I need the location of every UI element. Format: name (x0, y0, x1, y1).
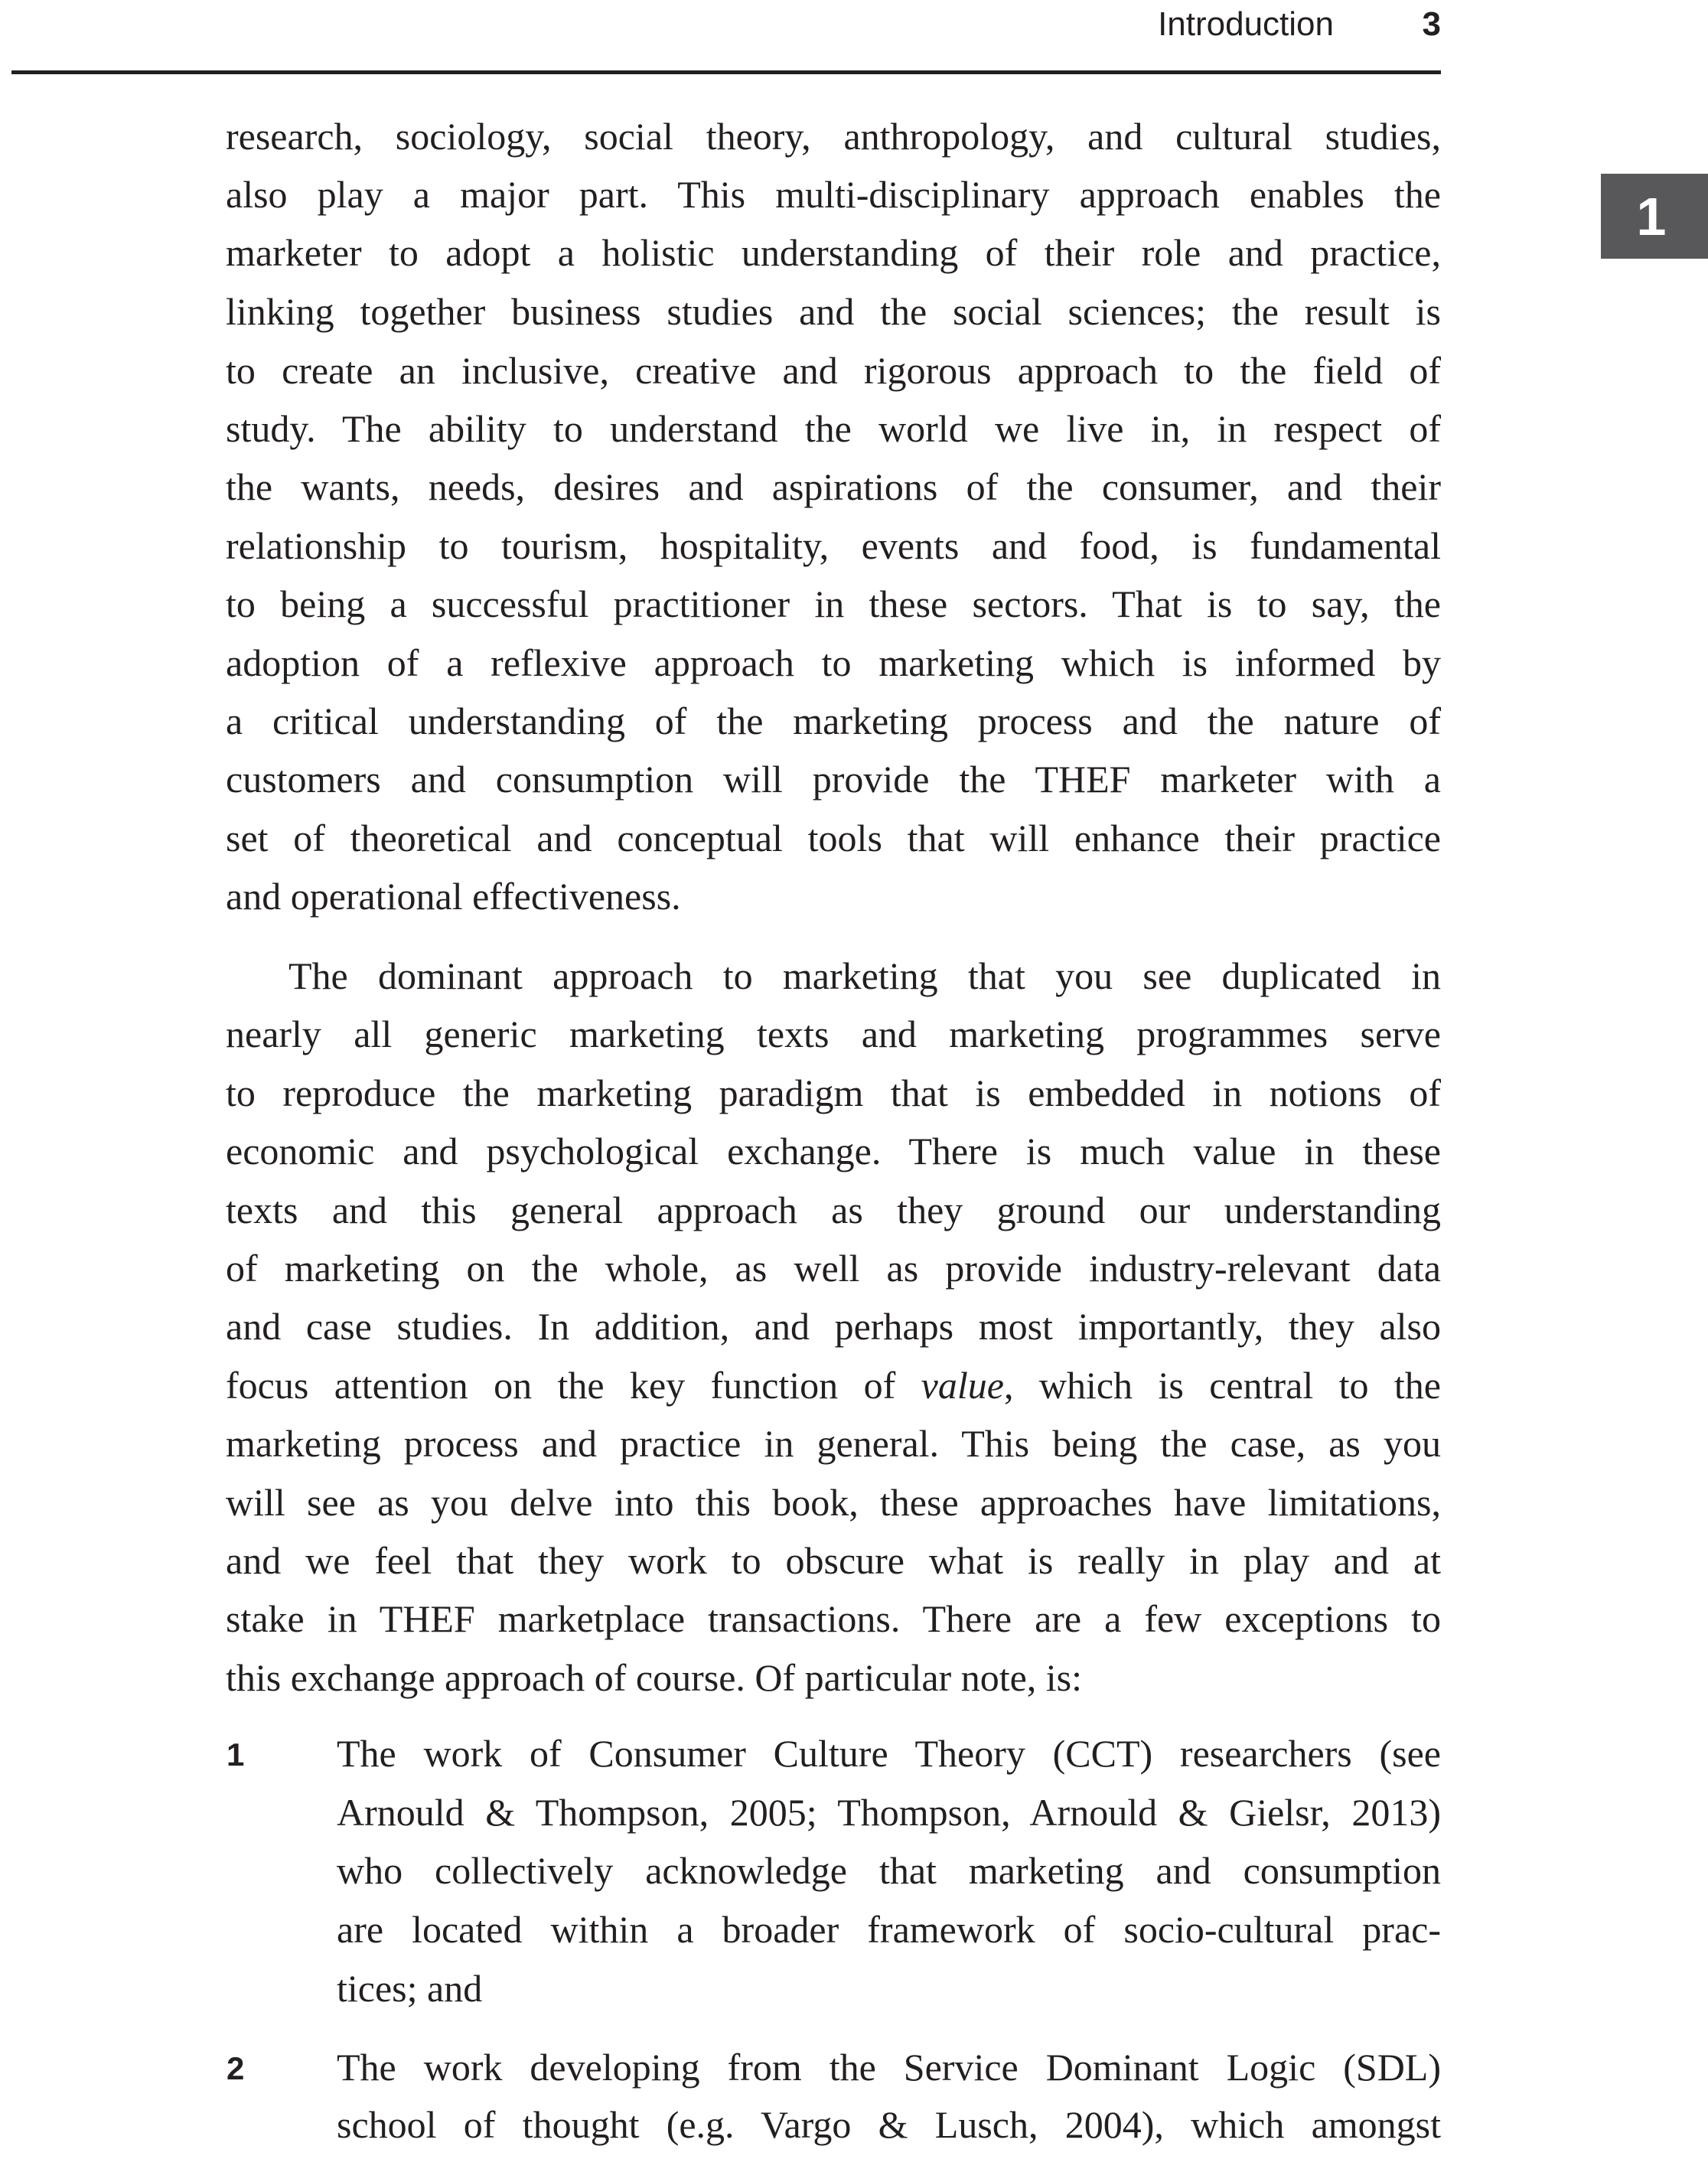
text-line: will see as you delve into this book, these approaches have limitations, (226, 1481, 1441, 1524)
text-line: to reproduce the marketing paradigm that is embedded in notions of (226, 1071, 1441, 1114)
text-line: to create an inclusive, creative and rigorous approach to the field of (226, 349, 1441, 392)
text-line: The work developing from the Service Dominant Logic (SDL) (337, 2046, 1441, 2089)
text-line: The dominant approach to marketing that you see duplicated in (288, 954, 1441, 997)
text-line: tices; and (337, 1967, 483, 2010)
list-number: 2 (227, 2050, 245, 2086)
text-line: study. The ability to understand the world we live in, in respect of (226, 407, 1441, 450)
list-number: 1 (227, 1737, 245, 1773)
text-line: adoption of a reflexive approach to marketing which is informed by (226, 641, 1441, 684)
text-line: texts and this general approach as they ground our understanding (226, 1189, 1441, 1231)
chapter-number: 1 (1636, 187, 1667, 246)
section-title: Introduction (1158, 5, 1334, 43)
text-line: linking together business studies and the social sciences; the result is (226, 290, 1441, 333)
text-line: nearly all generic marketing texts and marketing programmes serve (226, 1013, 1441, 1055)
text-line: this exchange approach of course. Of particular note, is: (226, 1656, 1083, 1699)
chapter-thumb-tab (1601, 174, 1708, 259)
text-line: marketing process and practice in general. This being the case, as you (226, 1422, 1441, 1465)
text-line: to being a successful practitioner in these sectors. That is to say, the (226, 582, 1441, 625)
page-number: 3 (1422, 5, 1441, 43)
text-line: economic and psychological exchange. There is much value in these (226, 1130, 1441, 1172)
text-segment: , which is central to the (1003, 1364, 1441, 1407)
text-line: who collectively acknowledge that marketing and consumption (337, 1849, 1441, 1892)
text-line: Arnould & Thompson, 2005; Thompson, Arnould & Gielsr, 2013) (337, 1791, 1441, 1834)
text-segment: focus attention on the key function of (226, 1364, 921, 1407)
text-line: school of thought (e.g. Vargo & Lusch, 2004), which amongst (337, 2103, 1441, 2146)
text-line: are located within a broader framework of socio-cultural prac- (337, 1908, 1441, 1951)
header-rule (11, 70, 1441, 74)
text-line: marketer to adopt a holistic understanding of their role and practice, (226, 231, 1441, 274)
text-line: of marketing on the whole, as well as provide industry-relevant data (226, 1247, 1441, 1290)
text-line: a critical understanding of the marketing process and the nature of (226, 700, 1441, 742)
text-line: research, sociology, social theory, anthropology, and cultural studies, (226, 115, 1441, 158)
text-line: and case studies. In addition, and perhaps most importantly, they also (226, 1305, 1441, 1348)
text-line: also play a major part. This multi-disciplinary approach enables the (226, 173, 1441, 216)
text-line: stake in THEF marketplace transactions. There are a few exceptions to (226, 1597, 1441, 1640)
text-line: and we feel that they work to obscure what is really in play and at (226, 1539, 1441, 1582)
text-line-with-italic (226, 1356, 1441, 1414)
text-line: the wants, needs, desires and aspirations of the consumer, and their (226, 465, 1441, 508)
running-header (0, 0, 1708, 77)
italic-term-value: value (921, 1364, 1004, 1407)
text-line: and operational effectiveness. (226, 875, 681, 918)
text-line: relationship to tourism, hospitality, events and food, is fundamental (226, 524, 1441, 567)
text-line: set of theoretical and conceptual tools that will enhance their practice (226, 817, 1441, 859)
text-line: customers and consumption will provide the THEF marketer with a (226, 758, 1441, 801)
text-line: The work of Consumer Culture Theory (CCT) researchers (see (337, 1732, 1441, 1775)
